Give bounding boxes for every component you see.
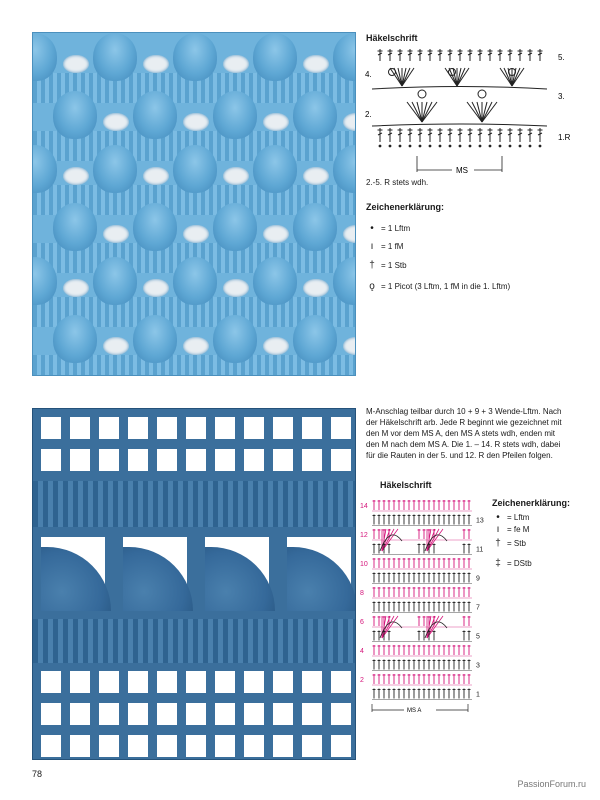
filet-mesh-hole: [302, 417, 322, 439]
filet-mesh-hole: [128, 703, 148, 725]
filet-mesh-hole: [331, 449, 351, 471]
filet-mesh-hole: [331, 703, 351, 725]
double-crochet-symbol: [428, 128, 433, 142]
filet-mesh-hole: [302, 703, 322, 725]
filet-mesh-hole: [41, 671, 61, 693]
filet-mesh-hole: [215, 449, 235, 471]
page-number: 78: [32, 769, 43, 779]
double-crochet-symbol: [518, 128, 523, 142]
chain-dot-symbol: [439, 145, 442, 148]
lace-hole: [263, 337, 289, 355]
legend-item-chain: • = 1 Lftm: [366, 223, 410, 234]
filet-mesh-hole: [70, 671, 90, 693]
filet-mesh-hole: [128, 671, 148, 693]
double-crochet-symbol: [438, 49, 443, 61]
shell-motif: [173, 257, 217, 305]
lace-hole: [343, 337, 356, 355]
double-crochet-symbol: [498, 128, 503, 142]
filet-mesh-hole: [331, 417, 351, 439]
chain-dot-symbol: [469, 145, 472, 148]
filet-mesh-hole: [70, 417, 90, 439]
double-crochet-symbol: [408, 128, 413, 142]
chain-dot-icon: •: [496, 512, 500, 523]
picot-symbol: [389, 69, 396, 76]
double-crochet-symbol: [408, 49, 413, 61]
lace-hole: [223, 167, 249, 185]
filet-mesh-hole: [302, 671, 322, 693]
chain-dot-symbol: [479, 145, 482, 148]
double-crochet-symbol: [468, 128, 473, 142]
double-crochet-symbol: [458, 49, 463, 61]
lace-hole: [183, 225, 209, 243]
shell-motif: [173, 33, 217, 81]
chain-dot-icon: •: [370, 223, 374, 234]
filet-mesh-hole: [186, 671, 206, 693]
ms-label: MS: [456, 166, 468, 175]
chain-dot-symbol: [379, 145, 382, 148]
shell-motif: [253, 33, 297, 81]
chain-dot-symbol: [399, 145, 402, 148]
crochet-photo-dark-blue: [32, 408, 356, 760]
double-crochet-symbol: [468, 49, 473, 61]
filet-mesh-hole: [186, 735, 206, 757]
lace-hole: [103, 337, 129, 355]
filet-mesh-hole: [157, 735, 177, 757]
legend2-item-triple-crochet: ‡ = DStb: [492, 558, 532, 569]
ms-a-label: MS A: [407, 708, 422, 714]
shell-fan-symbol: [500, 68, 524, 86]
filet-mesh-hole: [99, 703, 119, 725]
legend2-item-single-crochet: ı = fe M: [492, 524, 529, 535]
legend-item-picot: ǫ = 1 Picot (3 Lftm, 1 fM in die 1. Lftm): [366, 281, 510, 292]
lace-hole: [183, 113, 209, 131]
shell-motif: [53, 91, 97, 139]
filet-mesh-hole: [186, 703, 206, 725]
lace-hole: [183, 337, 209, 355]
lace-hole: [303, 55, 329, 73]
shell-motif: [53, 315, 97, 363]
shell-motif: [293, 203, 337, 251]
filet-mesh-hole: [70, 735, 90, 757]
double-crochet-symbol: [508, 128, 513, 142]
double-crochet-symbol: [388, 49, 393, 61]
shell-fan-symbol: [467, 90, 497, 122]
row-label-4: 4.: [365, 70, 372, 79]
filet-mesh-hole: [273, 703, 293, 725]
shell-motif: [93, 257, 137, 305]
double-crochet-symbol: [528, 128, 533, 142]
filet-mesh-hole: [244, 417, 264, 439]
chain-dot-symbol: [449, 145, 452, 148]
row-number-right: 5: [476, 633, 480, 641]
crochet-chart-2: [360, 492, 492, 720]
crochet-photo-light-blue: [32, 32, 356, 376]
filet-mesh-hole: [99, 671, 119, 693]
row-number-left: 10: [360, 561, 368, 568]
filet-mesh-hole: [215, 703, 235, 725]
chain-dot-symbol: [419, 145, 422, 148]
legend-title-1: Zeichenerklärung:: [366, 202, 445, 212]
filet-mesh-hole: [331, 735, 351, 757]
double-crochet-symbol: [538, 49, 543, 61]
double-crochet-symbol: [488, 49, 493, 61]
double-crochet-symbol: [498, 49, 503, 61]
filet-mesh-hole: [186, 449, 206, 471]
lace-hole: [143, 167, 169, 185]
filet-mesh-hole: [215, 417, 235, 439]
filet-mesh-hole: [331, 671, 351, 693]
double-crochet-symbol: [538, 128, 543, 142]
legend-item-double-crochet: † = 1 Stb: [366, 260, 407, 271]
crochet-chart-1: [362, 44, 582, 192]
solid-band: [33, 481, 355, 527]
chain-dot-symbol: [409, 145, 412, 148]
legend-title-2: Zeichenerklärung:: [492, 498, 571, 508]
shell-motif: [53, 203, 97, 251]
row-label-3: 3.: [558, 92, 565, 101]
double-crochet-symbol: [508, 49, 513, 61]
filet-mesh-hole: [157, 417, 177, 439]
lace-hole: [103, 113, 129, 131]
lace-hole: [263, 225, 289, 243]
picot-symbol: [478, 90, 486, 98]
double-crochet-symbol: [518, 49, 523, 61]
chain-dot-symbol: [519, 145, 522, 148]
single-crochet-icon: ı: [496, 524, 500, 535]
row-number-left: 2: [360, 677, 364, 684]
row-number-right: 11: [476, 546, 484, 554]
shell-motif: [93, 33, 137, 81]
double-crochet-symbol: [398, 128, 403, 142]
double-crochet-symbol: [418, 128, 423, 142]
lace-hole: [223, 279, 249, 297]
filet-mesh-hole: [273, 671, 293, 693]
filet-mesh-hole: [128, 417, 148, 439]
row-number-right: 1: [476, 691, 480, 699]
double-crochet-symbol: [478, 128, 483, 142]
double-crochet-symbol: [488, 128, 493, 142]
filet-mesh-hole: [41, 417, 61, 439]
lace-hole: [63, 55, 89, 73]
chain-dot-symbol: [499, 145, 502, 148]
filet-mesh-hole: [215, 671, 235, 693]
lace-hole: [343, 225, 356, 243]
double-crochet-symbol: [528, 49, 533, 61]
filet-mesh-hole: [186, 417, 206, 439]
row-number-left: 12: [360, 532, 368, 539]
double-crochet-symbol: [418, 49, 423, 61]
row-number-right: 3: [476, 662, 480, 670]
row-number-left: 6: [360, 619, 364, 626]
double-crochet-symbol: [478, 49, 483, 61]
row-number-left: 4: [360, 648, 364, 655]
shell-motif: [133, 315, 177, 363]
chain-dot-symbol: [389, 145, 392, 148]
double-crochet-symbol: [428, 49, 433, 61]
shell-motif: [253, 145, 297, 193]
filet-mesh-hole: [41, 703, 61, 725]
shell-motif: [253, 257, 297, 305]
filet-mesh-hole: [99, 735, 119, 757]
lace-hole: [343, 113, 356, 131]
row-number-right: 9: [476, 575, 480, 583]
chain-dot-symbol: [459, 145, 462, 148]
double-crochet-symbol: [438, 128, 443, 142]
shell-motif: [133, 203, 177, 251]
filet-mesh-hole: [215, 735, 235, 757]
row-number-left: 8: [360, 590, 364, 597]
lace-hole: [303, 279, 329, 297]
shell-fan-symbol: [407, 90, 437, 122]
shell-fan-symbol: [390, 68, 414, 86]
shell-motif: [213, 203, 257, 251]
filet-mesh-hole: [157, 671, 177, 693]
legend-item-single-crochet: ı = 1 fM: [366, 241, 403, 252]
filet-mesh-hole: [244, 671, 264, 693]
double-crochet-symbol: [378, 49, 383, 61]
shell-motif: [213, 315, 257, 363]
shell-motif: [213, 91, 257, 139]
double-crochet-symbol: [398, 49, 403, 61]
double-crochet-symbol: [388, 128, 393, 142]
filet-mesh-hole: [99, 449, 119, 471]
lace-hole: [143, 55, 169, 73]
double-crochet-symbol: [378, 128, 383, 142]
double-crochet-symbol: [448, 128, 453, 142]
lace-hole: [263, 113, 289, 131]
picot-symbol: [418, 90, 426, 98]
filet-mesh-hole: [99, 417, 119, 439]
row-label-1r: 1.R: [558, 133, 571, 142]
filet-mesh-hole: [41, 735, 61, 757]
triple-crochet-icon: ‡: [495, 558, 501, 569]
double-crochet-symbol: [448, 49, 453, 61]
lace-hole: [103, 225, 129, 243]
filet-mesh-hole: [273, 735, 293, 757]
chart-title-2: Häkelschrift: [380, 480, 432, 490]
shell-motif: [133, 91, 177, 139]
double-crochet-icon: †: [369, 260, 375, 271]
chain-dot-symbol: [429, 145, 432, 148]
filet-mesh-hole: [273, 449, 293, 471]
filet-mesh-hole: [41, 449, 61, 471]
lace-hole: [223, 55, 249, 73]
shell-motif: [293, 91, 337, 139]
chain-dot-symbol: [489, 145, 492, 148]
chain-dot-symbol: [509, 145, 512, 148]
filet-mesh-hole: [70, 449, 90, 471]
legend2-item-chain: • = Lftm: [492, 512, 529, 523]
row-label-5: 5.: [558, 53, 565, 62]
lace-hole: [303, 167, 329, 185]
filet-mesh-hole: [157, 449, 177, 471]
filet-mesh-hole: [273, 417, 293, 439]
legend2-item-double-crochet: † = Stb: [492, 538, 526, 549]
filet-mesh-hole: [302, 449, 322, 471]
single-crochet-icon: ı: [370, 241, 374, 252]
watermark: PassionForum.ru: [517, 779, 586, 789]
filet-mesh-hole: [128, 735, 148, 757]
lace-hole: [143, 279, 169, 297]
picot-icon: ǫ: [369, 281, 375, 292]
instructions-2: M-Anschlag teilbar durch 10 + 9 + 3 Wende-Lftm. Nach der Häkelschrift arb. Jede R beginnt wie gezeichnet mit den M vor dem MS A, den MS A stets wdh, enden mit den M nach dem MS A. Die 1. – 14. R stets wdh, dabei für die Rauten in der 5. und 12. R den Pfeilen folgen.: [366, 407, 562, 460]
lace-hole: [63, 279, 89, 297]
lace-hole: [63, 167, 89, 185]
filet-mesh-hole: [244, 449, 264, 471]
filet-mesh-hole: [157, 703, 177, 725]
filet-mesh-hole: [128, 449, 148, 471]
filet-mesh-hole: [244, 735, 264, 757]
double-crochet-icon: †: [495, 538, 501, 549]
row-number-left: 14: [360, 503, 368, 510]
filet-mesh-hole: [70, 703, 90, 725]
solid-band: [33, 619, 355, 663]
filet-mesh-hole: [244, 703, 264, 725]
double-crochet-symbol: [458, 128, 463, 142]
shell-motif: [293, 315, 337, 363]
chain-dot-symbol: [529, 145, 532, 148]
row-number-right: 13: [476, 517, 484, 525]
row-label-2: 2.: [365, 110, 372, 119]
shell-motif: [173, 145, 217, 193]
chain-dot-symbol: [539, 145, 542, 148]
repeat-note: 2.-5. R stets wdh.: [366, 178, 429, 187]
filet-mesh-hole: [302, 735, 322, 757]
row-number-right: 7: [476, 604, 480, 612]
shell-motif: [93, 145, 137, 193]
chart-title-1: Häkelschrift: [366, 33, 418, 43]
